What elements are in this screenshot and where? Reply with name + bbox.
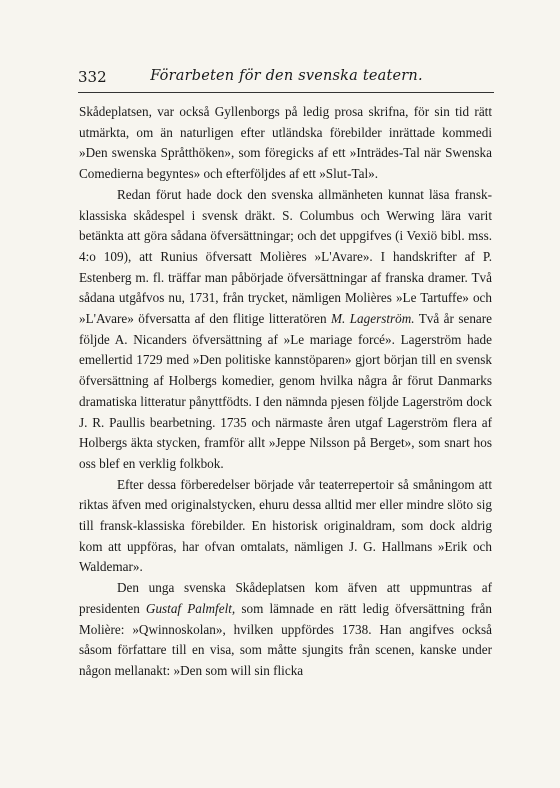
paragraph-text: Den unga svenska Skådeplatsen kom äfven att uppmuntras af presidenten	[79, 580, 492, 616]
paragraph-1	[79, 102, 492, 185]
header-rule	[78, 92, 494, 93]
italic-name: M. Lagerström.	[331, 311, 415, 327]
paragraph-3	[79, 475, 492, 579]
italic-name: Gustaf Palmfelt,	[145, 600, 236, 616]
paragraph-text: Efter dessa förberedelser började vår teaterrepertoir så småningom att riktas äfven med originalstycken, ehuru dessa alltid mer eller mindre slöto sig till fransk-klassiska förebilder. En historisk originaldram, som dock aldrig kom att uppföras, har ofvan omtalats, nämligen J. G. Hallmans »Erik och Waldemar».	[79, 476, 492, 575]
page-number: 332	[78, 68, 107, 86]
paragraph-4	[79, 578, 492, 682]
paragraph-text: Två år senare följde A. Nicanders öfversättning af »Le mariage forcé». Lagerström hade emellertid 1729 med »Den politiske kannstöparen» gjort början till en svensk öfversättning af Holbergs komedier, genom hvilka några år förut Danmarks dramatiska litteratur pånyttfödts. I den nämnda pjesen följde Lagerström dock J. R. Paullis bearbetning. 1735 och närmaste åren utgaf Lagerström flera af Holbergs äkta stycken, framför allt »Jeppe Nilsson på Berget», som snart hos oss blef en verklig folkbok.	[79, 311, 493, 471]
body-text	[79, 102, 492, 682]
paragraph-2	[79, 185, 492, 475]
paragraph-text: Redan förut hade dock den svenska allmänheten kunnat läsa fransk-klassiska skådespel i svensk dräkt. S. Columbus och Werwing lära varit betänkta att göra sådana öfversättningar; och det uppgifves (i Vexiö bibl. mss. 4:o 109), att Runius öfversatt Molières »L'Avare». I handskrifter af P. Estenberg m. fl. träffar man påbörjade öfversättningar af franska dramer. Två sådana utgåfvos nu, 1731, från trycket, nämligen Molières »Le Tartuffe» och »L'Avare» öfversatta af den flitige litteratören	[79, 186, 492, 327]
paragraph-text: som lämnade en rätt ledig öfversättning från Molière: »Qwinnoskolan», hvilken uppfördes 1738. Han angifves också såsom författare till en visa, som måtte sjungits från scenen, kanske under någon mellanakt: »Den som will sin flicka	[79, 600, 492, 678]
page-header	[78, 64, 495, 88]
running-title: Förarbeten för den svenska teatern.	[150, 68, 423, 84]
paragraph-text: Skådeplatsen, var också Gyllenborgs på ledig prosa skrifna, för sin tid rätt utmärkta, om än naturligen efter utländska förebilder inrättade kommedi »Den swenska Språtthöken», som föregicks af ett »Inträdes-Tal när Swenska Comedierna begyntes» och efterföljdes af ett »Slut-Tal».	[79, 104, 492, 182]
